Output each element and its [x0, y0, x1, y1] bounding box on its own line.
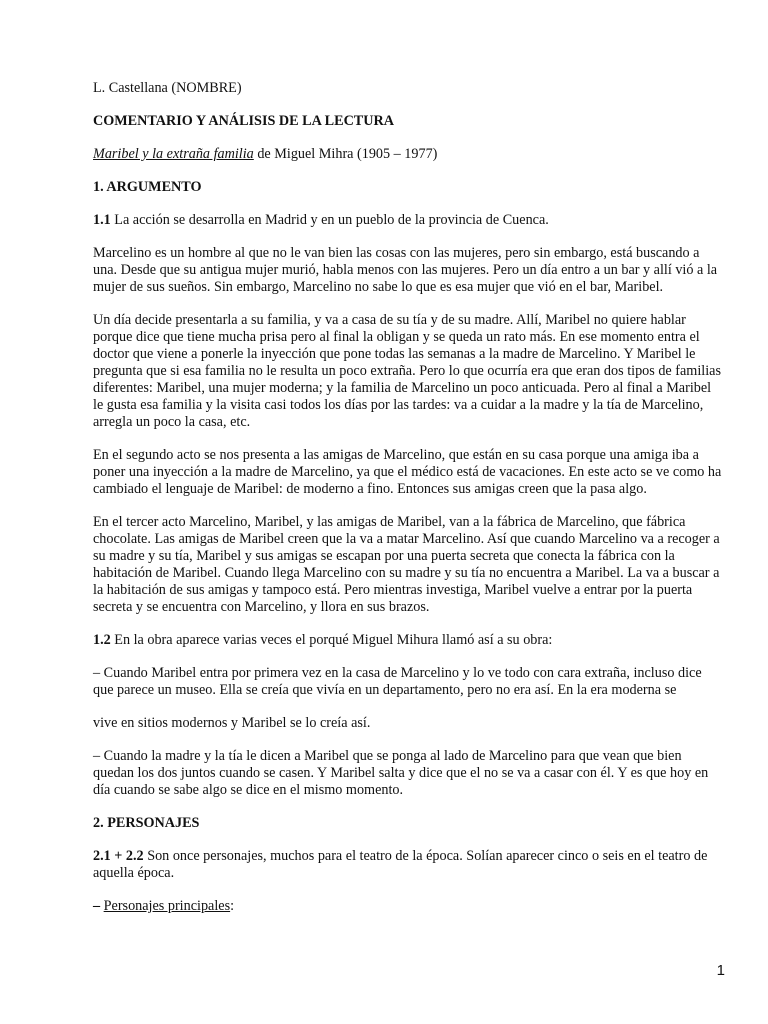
subsection-text: Son once personajes, muchos para el teatro de la época. Solían aparecer cinco o seis en el teatro de aquella época.: [93, 848, 708, 881]
subsection-label: 2.1 + 2.2: [93, 848, 144, 864]
work-title: Maribel y la extraña familia: [93, 146, 254, 162]
list-item: – Cuando la madre y la tía le dicen a Maribel que se ponga al lado de Marcelino para que vean que bien quedan los dos juntos cuando se casen. Y Maribel salta y dice que el no se va a casar con él. Y es que hoy en día cuando se sabe algo se dice en el mismo momento.: [93, 748, 709, 798]
subsection-1-1: [93, 212, 723, 229]
paragraph: En el segundo acto se nos presenta a las amigas de Marcelino, que están en su casa porque una amiga iba a poner una inyección a la madre de Marcelino, ya que el médico está de vacaciones. En este acto se ve como ha cambiado el lenguaje de Maribel: de moderno a fino. Entonces sus amigas creen que la pasa algo.: [93, 447, 722, 497]
paragraph: Marcelino es un hombre al que no le van bien las cosas con las mujeres, pero sin embargo, está buscando a una. Desde que su antigua mujer murió, habla menos con las mujeres. Pero un día entro a un bar y allí vió a la mujer de sus sueños. Sin embargo, Marcelino no sabe lo que es esa mujer que vió en el bar, Maribel.: [93, 245, 718, 295]
subsection-2-1: [93, 848, 723, 882]
document-title: COMENTARIO Y ANÁLISIS DE LA LECTURA: [93, 113, 395, 129]
subsection-label: 1.1: [93, 212, 111, 228]
principales-label: Personajes principales: [103, 898, 231, 914]
work-author: de Miguel Mihra (1905 – 1977): [253, 146, 438, 162]
list-item-continuation: vive en sitios modernos y Maribel se lo creía así.: [93, 715, 371, 731]
paragraph: Un día decide presentarla a su familia, y va a casa de su tía y de su madre. Allí, Maribel no quiere hablar porque dice que tiene mucha prisa pero al final la obligan y se queda un rato más. En ese momento entra el doctor que viene a ponerle la inyección que pone todas las semanas a la madre de Marcelino. Y Maribel le pregunta que si esa familia no le resulta un poco extraña. Pero lo que ocurría era que eran dos tipos de familias diferentes: Maribel, una mujer moderna; y la familia de Marcelino un poco anticuada. Pero al final a Maribel le gusta esa familia y la visita casi todos los días por las tardes: va a cuidar a la madre y la tía de Marcelino, arregla un poco la casa, etc.: [93, 312, 721, 430]
principales-heading: [93, 898, 723, 915]
paragraph: En el tercer acto Marcelino, Maribel, y las amigas de Maribel, van a la fábrica de Marcelino, que fábrica chocolate. Las amigas de Maribel creen que la va a matar Marcelino. Así que cuando Marcelino va a recoger a su madre y su tía, Maribel y sus amigas se escapan por una puerta secreta que conecta la fábrica con la habitación de Maribel. Cuando llega Marcelino con su madre y su tía no encuentra a Maribel. La va a buscar a la habitación de sus amigas y tampoco está. Pero mientras investiga, Maribel vuelve a entrar por la puerta secreta y se encuentra con Marcelino, y llora en sus brazos.: [93, 514, 720, 615]
colon: :: [230, 898, 235, 914]
list-item: – Cuando Maribel entra por primera vez en la casa de Marcelino y lo ve todo con cara extraña, incluso dice que parece un museo. Ella se creía que vivía en un departamento, pero no era así. En la era moderna se: [93, 665, 702, 698]
section-heading-argumento: 1. ARGUMENTO: [93, 179, 202, 195]
dash: –: [93, 898, 101, 914]
work-reference: [93, 146, 723, 163]
subsection-label: 1.2: [93, 632, 111, 648]
author-name: L. Castellana (NOMBRE): [93, 80, 242, 96]
section-heading-personajes: 2. PERSONAJES: [93, 815, 200, 831]
subsection-1-2: [93, 632, 723, 649]
page-number: 1: [716, 962, 725, 979]
subsection-text: La acción se desarrolla en Madrid y en un pueblo de la provincia de Cuenca.: [110, 212, 549, 228]
subsection-text: En la obra aparece varias veces el porqué Miguel Mihura llamó así a su obra:: [110, 632, 553, 648]
document-body: [93, 80, 723, 931]
